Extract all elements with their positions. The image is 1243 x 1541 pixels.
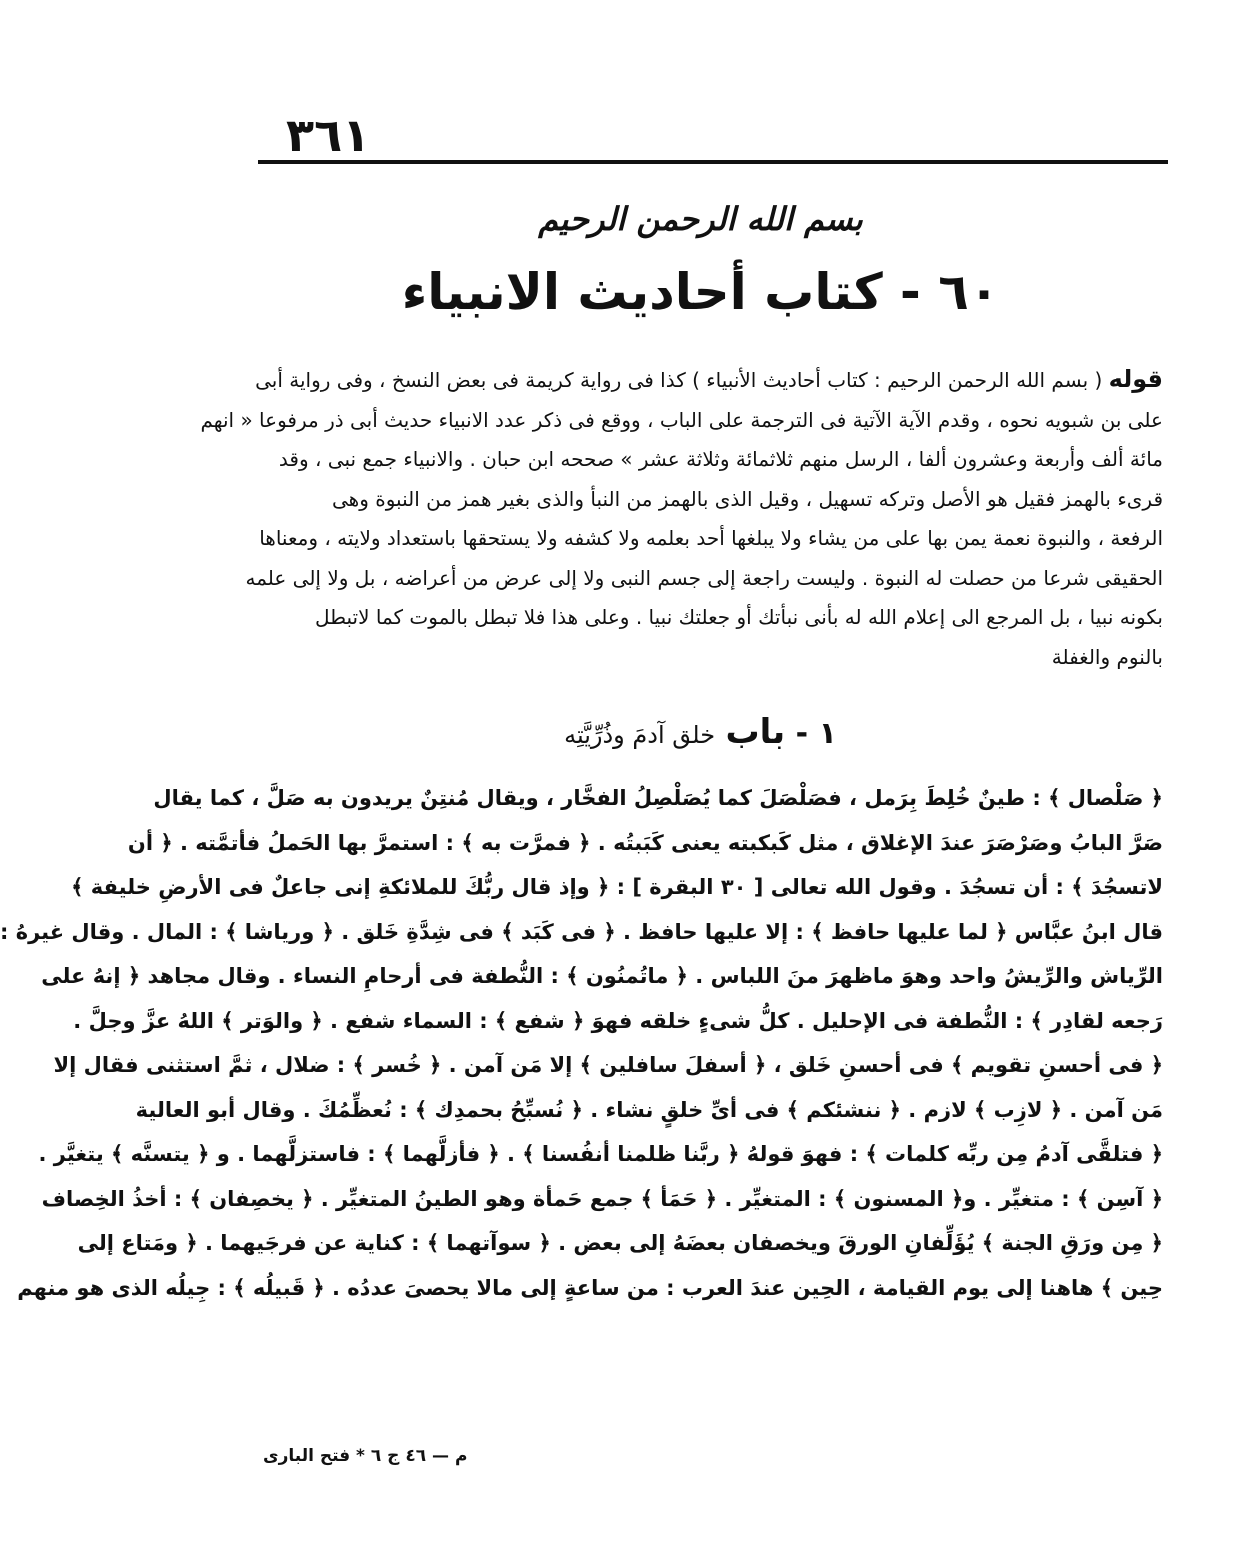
header-rule	[258, 160, 1168, 164]
qawluhu-marker: قوله	[1108, 365, 1163, 393]
chapter-bab-label: باب	[725, 712, 786, 752]
intro-line: على بن شبويه نحوه ، وقدم الآية الآتية فى الترجمة على الباب ، ووقع فى ذكر عدد الانبياء حديث أبى ذر مرفوعا « انهم	[200, 407, 1163, 432]
intro-line: بالنوم والغفلة	[1051, 644, 1163, 669]
chapter-title: خلق آدمَ وذُرِّيَّتِه	[564, 721, 716, 749]
intro-commentary	[200, 360, 1163, 677]
intro-line: مائة ألف وأربعة وعشرون ألفا ، الرسل منهم ثلاثمائة وثلاثة عشر » صححه ابن حبان . والانبياء جمع نبى ، وقد	[278, 447, 1163, 471]
intro-line: الرفعة ، والنبوة نعمة يمن بها على من يشاء ولا يبلغها أحد بعلمه ولا كشفه ولا يستحقها باستعداد ولايته ، ومعناها	[259, 526, 1163, 550]
intro-line: بكونه نبيا ، بل المرجع الى إعلام الله له بأنى نبأتك أو جعلتك نبيا . وعلى هذا فلا تبطل بالموت كما لاتبطل	[314, 605, 1163, 629]
main-line: ﴿ آسِن ﴾ : متغيِّر . و﴿ المسنون ﴾ : المتغيِّر . ﴿ حَمَأ ﴾ جمع حَمأة وهو الطينُ المتغيِّر . ﴿ يخصِفان ﴾ : أخذُ الخِصاف	[41, 1186, 1163, 1211]
intro-line: الحقيقى شرعا من حصلت له النبوة . وليست راجعة إلى جسم النبى ولا إلى عرض من أعراضه ، بل ولا إلى علمه	[245, 565, 1163, 590]
intro-line: قوله ( بسم الله الرحمن الرحيم : كتاب أحاديث الأنبياء ) كذا فى رواية كريمة فى بعض النسخ ، وفى رواية أبى	[255, 365, 1163, 393]
main-line: مَن آمن . ﴿ لازِب ﴾ لازم . ﴿ ننشئكم ﴾ فى أىِّ خلقٍ نشاء . ﴿ نُسبِّحُ بحمدِك ﴾ : نُعظِّمُكَ . وقال أبو العالية	[135, 1097, 1163, 1122]
main-line: رَجعه لقادِر ﴾ : النُّطفة فى الإحليل . كلُّ شىءٍ خلقه فهوَ ﴿ شفع ﴾ : السماء شفع . ﴿ والوَتر ﴾ اللهُ عزَّ وجلَّ .	[73, 1008, 1163, 1033]
basmala-heading: بسم الله الرحمن الرحيم	[538, 200, 863, 238]
main-text	[0, 776, 1163, 1310]
main-line: لاتسجُدَ ﴾ : أن تسجُدَ . وقول الله تعالى [ ٣٠ البقرة ] : ﴿ وإذ قال ربُّكَ للملائكةِ إنى جاعلٌ فى الأرضِ خليفة ﴾	[71, 875, 1163, 899]
main-line: ﴿ مِن ورَقِ الجنة ﴾ يُؤَلِّفانِ الورقَ ويخصفان بعضَهُ إلى بعض . ﴿ سوآتهما ﴾ : كناية عن فرجَيهما . ﴿ ومَتاع إلى	[77, 1231, 1163, 1255]
intro-line: قرىء بالهمز فقيل هو الأصل وتركه تسهيل ، وقيل الذى بالهمز من النبأ والذى بغير همز من النبوة وهى	[331, 486, 1163, 511]
chapter-heading	[158, 712, 1243, 752]
main-line: ﴿ صَلْصال ﴾ : طينٌ خُلِطَ بِرَمل ، فصَلْصَلَ كما يُصَلْصِلُ الفخَّار ، ويقال مُنتِنٌ يريدون به صَلَّ ، كما يقال	[153, 786, 1163, 810]
main-line: الرِّياش والرِّيشُ واحد وهوَ ماظهرَ منَ اللباس . ﴿ ماتُمنُون ﴾ : النُّطفة فى أرحامِ النساء . وقال مجاهد ﴿ إنهُ على	[41, 964, 1163, 988]
main-line: ﴿ فتلقَّى آدمُ مِن ربِّه كلمات ﴾ : فهوَ قولهُ ﴿ ربَّنا ظلمنا أنفُسنا ﴾ . ﴿ فأزلَّهما ﴾ : فاستزلَّهما . و ﴿ يتسنَّه ﴾ يتغيَّر .	[38, 1142, 1163, 1166]
footer-signature	[263, 1446, 467, 1466]
footer-signature-text: م — ٤٦ ج ٦ * فتح البارى	[263, 1446, 468, 1466]
chapter-number: ١ -	[795, 716, 837, 751]
main-line: صَرَّ البابُ وصَرْصَرَ عندَ الإغلاق ، مثل كَبكبته يعنى كَبَبتُه . ﴿ فمرَّت به ﴾ : استمرَّ بها الحَملُ فأتمَّته . ﴿ أن	[127, 830, 1163, 855]
main-line: ﴿ فى أحسنِ تقويم ﴾ فى أحسنِ خَلق ، ﴿ أسفلَ سافلين ﴾ إلا مَن آمن . ﴿ خُسر ﴾ : ضلال ، ثمَّ استثنى فقال إلا	[53, 1053, 1163, 1077]
main-line: قال ابنُ عبَّاس ﴿ لما عليها حافظ ﴾ : إلا عليها حافظ . ﴿ فى كَبَد ﴾ فى شِدَّةِ خَلق . ﴿ ورياشا ﴾ : المال . وقال غيرهُ :	[0, 919, 1163, 944]
book-title: ٦٠ - كتاب أحاديث الانبياء	[401, 263, 1000, 321]
main-line: حِين ﴾ هاهنا إلى يوم القيامة ، الحِين عندَ العرب : من ساعةٍ إلى مالا يحصىَ عددُه . ﴿ قَبيلُه ﴾ : جِيلُه الذى هو منهم	[17, 1275, 1163, 1300]
page-number: ٣٦١	[286, 108, 371, 162]
